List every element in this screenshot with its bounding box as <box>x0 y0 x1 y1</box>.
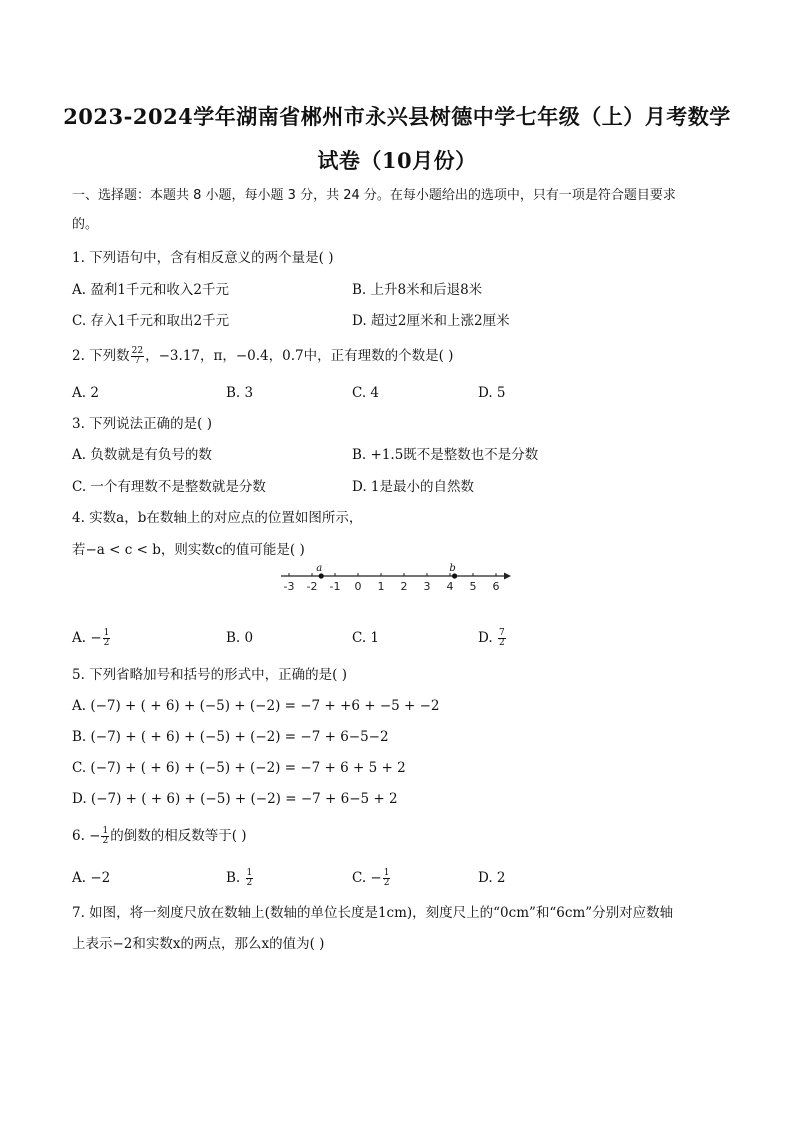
number-line-tick-label: 6 <box>492 580 500 593</box>
q4-option-a-prefix: A. − <box>72 630 102 646</box>
q6-stem-prefix: 6. − <box>72 828 101 844</box>
q2-option-d: D. 5 <box>478 385 506 401</box>
q6-stem <box>72 827 247 846</box>
number-line-point-a <box>319 573 324 578</box>
number-line-figure <box>275 560 520 598</box>
number-line-tick-label: 5 <box>469 580 477 593</box>
q4-option-a-fraction <box>103 629 111 648</box>
q2-frac-den: 7 <box>134 356 141 366</box>
q2-fraction <box>131 347 144 366</box>
number-line-tick-label: -2 <box>306 580 318 593</box>
section-intro-line1: 一、选择题：本题共 8 小题，每小题 3 分，共 24 分。在每小题给出的选项中，只有一项是符合题目要求 <box>72 188 676 203</box>
section-intro-line2: 的。 <box>72 217 99 232</box>
q6-frac-den: 2 <box>102 836 109 846</box>
q1-option-b: B. 上升8米和后退8米 <box>352 282 483 298</box>
q6-stem-suffix: 的倒数的相反数等于( ) <box>110 828 247 844</box>
q2-option-c: C. 4 <box>352 385 380 401</box>
q3-option-b: B. +1.5既不是整数也不是分数 <box>352 447 539 463</box>
number-line-tick-label: -3 <box>283 580 295 593</box>
q3-option-a: A. 负数就是有负号的数 <box>72 447 212 463</box>
q6-option-a: A. −2 <box>72 870 111 886</box>
q2-option-a: A. 2 <box>72 385 99 401</box>
q4-a-den: 2 <box>103 638 110 648</box>
q6-option-c-prefix: C. − <box>352 870 382 886</box>
q6-c-num: 1 <box>383 868 390 878</box>
q6-option-b-prefix: B. <box>226 870 245 886</box>
q1-stem: 1. 下列语句中，含有相反意义的两个量是( ) <box>72 250 334 266</box>
number-line-tick-label: 0 <box>354 580 362 593</box>
q4-a-num: 1 <box>103 628 110 638</box>
q1-option-c: C. 存入1千元和取出2千元 <box>72 313 230 329</box>
q6-b-num: 1 <box>246 868 253 878</box>
q3-option-c: C. 一个有理数不是整数就是分数 <box>72 479 266 495</box>
q5-option-c: C. (−7) + ( + 6) + (−5) + (−2) = −7 + 6 + 5 + 2 <box>72 760 406 776</box>
q4-option-d-fraction <box>498 629 506 648</box>
q4-option-a <box>72 629 111 648</box>
q2-stem <box>72 347 453 366</box>
q6-option-b-fraction <box>246 869 254 888</box>
number-line-tick-label: 3 <box>423 580 431 593</box>
q4-option-d <box>478 629 507 648</box>
q2-stem-suffix: ，−3.17，π，−0.4，0.7中，正有理数的个数是( ) <box>145 348 454 364</box>
q4-stem-line2: 若−a < c < b，则实数c的值可能是( ) <box>72 542 305 558</box>
number-line-tick-label: 1 <box>377 580 385 593</box>
q6-option-d: D. 2 <box>478 870 506 886</box>
q5-stem: 5. 下列省略加号和括号的形式中，正确的是( ) <box>72 667 347 683</box>
q4-d-num: 7 <box>498 628 505 638</box>
q7-stem-line1: 7. 如图，将一刻度尺放在数轴上(数轴的单位长度是1cm)，刻度尺上的“0cm”和“6cm”分别对应数轴 <box>72 905 674 921</box>
q6-c-den: 2 <box>383 878 390 888</box>
number-line-point-b-label: b <box>449 563 456 574</box>
q6-fraction <box>101 827 109 846</box>
q4-option-d-prefix: D. <box>478 630 497 646</box>
q2-stem-prefix: 2. 下列数 <box>72 348 130 364</box>
q5-option-b: B. (−7) + ( + 6) + (−5) + (−2) = −7 + 6−5−2 <box>72 729 389 745</box>
q2-option-b: B. 3 <box>226 385 254 401</box>
q6-option-c <box>352 869 391 888</box>
q7-stem-line2: 上表示−2和实数x的两点，那么x的值为( ) <box>72 936 325 952</box>
q5-option-d: D. (−7) + ( + 6) + (−5) + (−2) = −7 + 6−5 + 2 <box>72 791 398 807</box>
exam-title-line1: 2023-2024学年湖南省郴州市永兴县树德中学七年级（上）月考数学 <box>63 104 731 129</box>
number-line-tick-label: 2 <box>400 580 408 593</box>
q6-option-b <box>226 869 254 888</box>
q3-stem: 3. 下列说法正确的是( ) <box>72 416 212 432</box>
number-line-point-b <box>452 573 457 578</box>
number-line-tick-label: 4 <box>446 580 454 593</box>
q1-option-d: D. 超过2厘米和上涨2厘米 <box>352 313 510 329</box>
q5-option-a: A. (−7) + ( + 6) + (−5) + (−2) = −7 + +6 + −5 + −2 <box>72 698 440 714</box>
number-line-tick-label: -1 <box>329 580 341 593</box>
q4-stem-line1: 4. 实数a，b在数轴上的对应点的位置如图所示， <box>72 510 363 526</box>
q4-option-c: C. 1 <box>352 630 380 646</box>
q4-d-den: 2 <box>498 638 505 648</box>
q6-b-den: 2 <box>246 878 253 888</box>
number-line-point-a-label: a <box>316 563 323 574</box>
q6-option-c-fraction <box>383 869 391 888</box>
q4-option-b: B. 0 <box>226 630 254 646</box>
exam-title-line2: 试卷（10月份） <box>317 148 477 173</box>
q2-frac-num: 22 <box>131 346 144 356</box>
q1-option-a: A. 盈利1千元和收入2千元 <box>72 282 230 298</box>
q6-frac-num: 1 <box>102 826 109 836</box>
number-line-arrow <box>504 573 511 580</box>
q3-option-d: D. 1是最小的自然数 <box>352 479 475 495</box>
